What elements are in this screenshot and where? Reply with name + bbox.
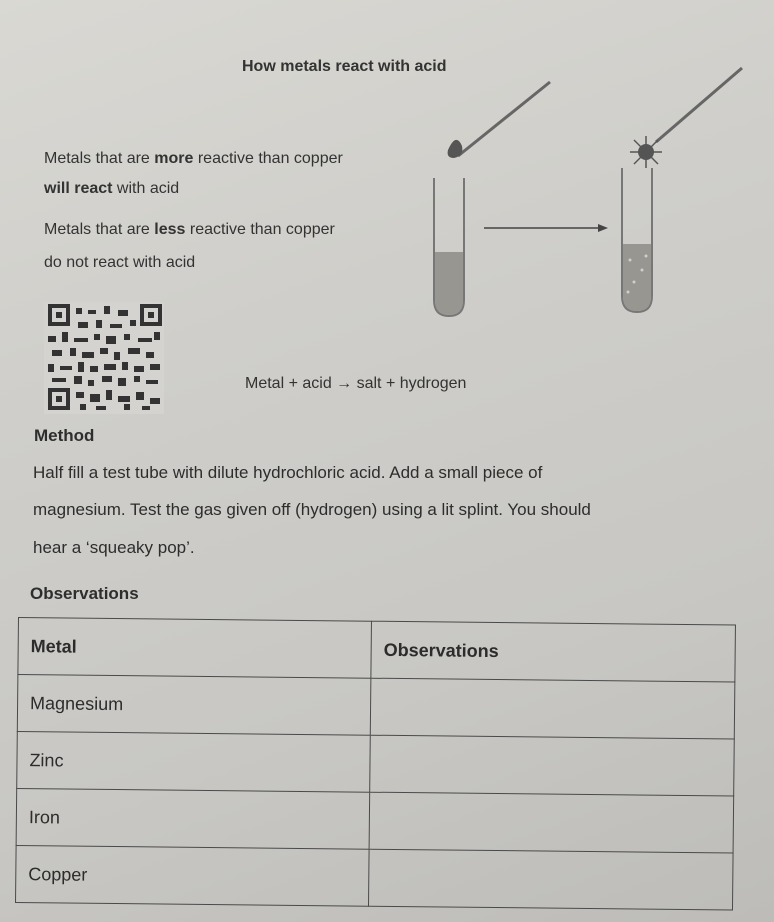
text-fragment: Metals that are [44,221,155,238]
observation-cell[interactable] [368,849,733,910]
method-line-1: Half fill a test tube with dilute hydrochloric acid. Add a small piece of [33,463,543,482]
metal-cell: Iron [16,788,370,849]
observation-cell[interactable] [369,792,734,853]
word-equation: Metal + acid → salt + hydrogen [245,375,467,392]
emphasis-will-react: will react [44,180,113,197]
acid-liquid-right [623,244,651,311]
qr-code [44,302,164,414]
header-observations: Observations [371,621,736,682]
emphasis-more: more [154,150,194,167]
observation-cell[interactable] [370,735,735,796]
text-fragment: reactive than copper [185,221,335,238]
splint-right [656,68,742,142]
observation-cell[interactable] [370,678,735,739]
metal-cell: Magnesium [17,675,371,736]
page-title: How metals react with acid [242,58,447,75]
less-reactive-line-1 [44,221,335,239]
header-metal: Metal [18,618,372,679]
observations-table [15,617,736,911]
more-reactive-line-1 [44,150,343,168]
text-fragment: Metals that are [44,150,155,167]
text-fragment: with acid [112,180,180,197]
observations-heading: Observations [30,584,139,603]
method-line-3: hear a ‘squeaky pop’. [33,538,195,557]
pop-burst-icon [630,136,662,168]
more-reactive-line-2 [44,180,179,198]
table-row [16,845,734,910]
test-tube-diagram [420,60,760,330]
text-fragment: reactive than copper [193,150,343,167]
splint-left [458,82,550,156]
table-row [16,788,734,853]
acid-liquid-left [435,252,463,315]
method-line-2: magnesium. Test the gas given off (hydrogen) using a lit splint. You should [33,500,591,519]
arrow-head-icon [598,224,608,232]
table-row [17,731,735,796]
emphasis-less: less [154,221,186,238]
metal-cell: Zinc [17,731,371,792]
metal-cell: Copper [16,845,370,906]
method-heading: Method [34,426,95,445]
table-header-row [18,618,736,683]
table-row [17,675,735,740]
less-reactive-line-2: do not react with acid [44,254,196,271]
